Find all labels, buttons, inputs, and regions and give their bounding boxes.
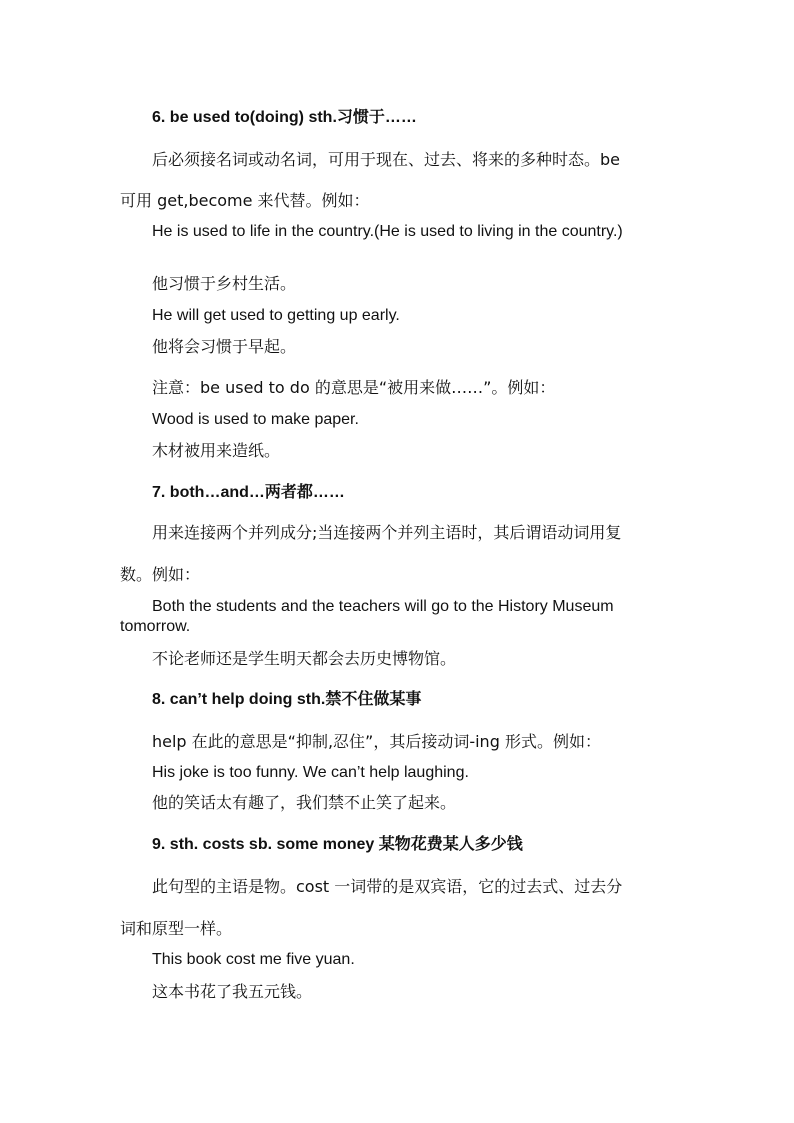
section-9-example-1-en: This book cost me five yuan. [152, 951, 355, 968]
section-6-example-1-zh: 他习惯于乡村生活。 [152, 274, 297, 293]
section-6-example-3-zh: 木材被用来造纸。 [152, 441, 281, 460]
section-9-desc-line-2: 词和原型一样。 [120, 919, 233, 938]
section-8-example-1-zh: 他的笑话太有趣了，我们禁不止笑了起来。 [152, 793, 457, 812]
section-6-desc-line-1: 后必须接名词或动名词，可用于现在、过去、将来的多种时态。be [152, 150, 621, 169]
section-7-example-1-en: Both the students and the teachers will go to the History Museum tomorrow. [120, 598, 614, 635]
section-9-desc-line-1: 此句型的主语是物。cost 一词带的是双宾语，它的过去式、过去分 [152, 877, 623, 896]
section-8-heading: 8. can’t help doing sth.禁不住做某事 [152, 691, 422, 708]
section-7-heading: 7. both…and…两者都…… [152, 484, 345, 501]
section-6-example-2-zh: 他将会习惯于早起。 [152, 337, 297, 356]
section-8-example-1-en: His joke is too funny. We can’t help laughing. [152, 764, 469, 781]
section-9-example-1-zh: 这本书花了我五元钱。 [152, 982, 313, 1001]
section-6-note: 注意：be used to do 的意思是“被用来做……”。例如： [152, 378, 556, 397]
section-9-heading: 9. sth. costs sb. some money 某物花费某人多少钱 [152, 836, 523, 853]
section-6-desc-line-2: 可用 get,become 来代替。例如： [120, 191, 370, 210]
section-7-desc-line-2: 数。例如： [120, 565, 201, 584]
section-7-desc-line-1: 用来连接两个并列成分;当连接两个并列主语时，其后谓语动词用复 [152, 523, 622, 542]
section-7-example-1-zh: 不论老师还是学生明天都会去历史博物馆。 [152, 649, 457, 668]
section-6-example-1-en: He is used to life in the country.(He is used to living in the country.) [152, 223, 623, 240]
section-6-example-3-en: Wood is used to make paper. [152, 411, 359, 428]
section-8-desc-line-1: help 在此的意思是“抑制,忍住”，其后接动词-ing 形式。例如： [152, 732, 601, 751]
section-6-example-2-en: He will get used to getting up early. [152, 307, 400, 324]
section-6-heading: 6. be used to(doing) sth.习惯于…… [152, 109, 417, 126]
